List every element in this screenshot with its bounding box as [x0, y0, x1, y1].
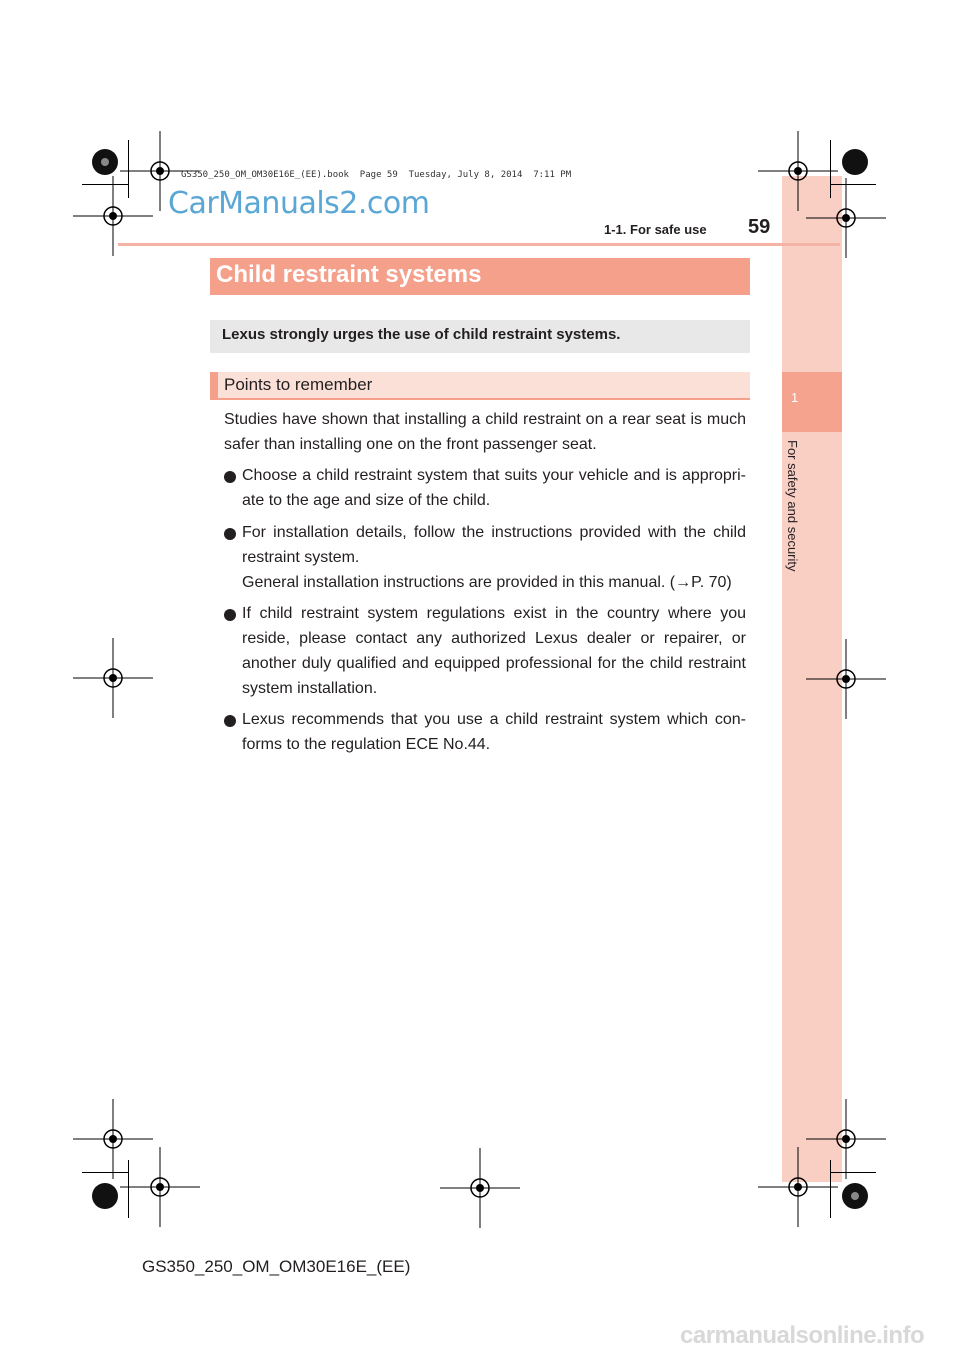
crop-line — [82, 1172, 128, 1173]
registration-mark-icon — [440, 1148, 520, 1228]
section-heading: 1-1. For safe use — [604, 222, 707, 237]
bullet-icon — [224, 609, 236, 621]
intro-box — [210, 320, 750, 353]
crop-line — [128, 140, 129, 198]
list-item-extra-text[interactable]: General installation instructions are provided in this manual. (→P. 70) — [242, 574, 732, 591]
list-item — [224, 707, 746, 757]
crop-line — [82, 184, 128, 185]
list-item-text: If child restraint system regulations exist in the country where you reside, please contact any authorized Lexus dealer or repairer, or another duly qualified and equipped professional for the child restraint system installation. — [242, 605, 746, 697]
registration-mark-icon — [806, 178, 886, 258]
list-item — [224, 463, 746, 513]
registration-mark-icon — [73, 638, 153, 718]
page-title: Child restraint systems — [216, 261, 482, 288]
crop-line — [830, 140, 831, 198]
starburst-mark-icon — [841, 1182, 869, 1210]
watermark-logo[interactable]: CarManuals2.com — [168, 186, 430, 221]
list-item-text: For installation details, follow the instructions provided with the child restraint system. — [242, 524, 746, 566]
header-rule — [118, 243, 840, 246]
chapter-label: For safety and security — [785, 440, 800, 572]
bullet-icon — [224, 471, 236, 483]
list-item — [224, 601, 746, 701]
points-heading-bar — [210, 372, 750, 400]
crop-line — [830, 184, 876, 185]
points-intro-paragraph: Studies have shown that installing a child restraint on a rear seat is much safer than installing one on the front passenger seat. — [224, 411, 746, 453]
registration-mark-icon — [806, 639, 886, 719]
intro-text: Lexus strongly urges the use of child restraint systems. — [222, 326, 621, 343]
registration-mark-icon — [120, 1147, 200, 1227]
crop-line — [128, 1160, 129, 1218]
title-bar — [210, 258, 750, 295]
bullet-icon — [224, 715, 236, 727]
chapter-number: 1 — [791, 390, 799, 405]
page-number: 59 — [748, 216, 771, 238]
print-info-line: GS350_250_OM_OM30E16E_(EE).book Page 59 Tuesday, July 8, 2014 7:11 PM — [181, 170, 572, 180]
dot-mark-icon — [841, 148, 869, 176]
list-item — [224, 520, 746, 595]
crop-line — [830, 1160, 831, 1218]
list-item-text: Lexus recommends that you use a child restraint system which con-forms to the regulation ECE No.44. — [242, 711, 746, 753]
manual-code: GS350_250_OM_OM30E16E_(EE) — [142, 1257, 411, 1276]
dot-mark-icon — [91, 1182, 119, 1210]
bullet-icon — [224, 528, 236, 540]
points-heading: Points to remember — [224, 375, 373, 394]
crop-line — [830, 1172, 876, 1173]
list-item-text: Choose a child restraint system that suits your vehicle and is appropri-ate to the age and size of the child. — [242, 467, 746, 509]
starburst-mark-icon — [91, 148, 119, 176]
registration-mark-icon — [758, 1147, 838, 1227]
site-watermark[interactable]: carmanualsonline.info — [680, 1322, 925, 1349]
chapter-number-tab[interactable] — [782, 372, 842, 432]
